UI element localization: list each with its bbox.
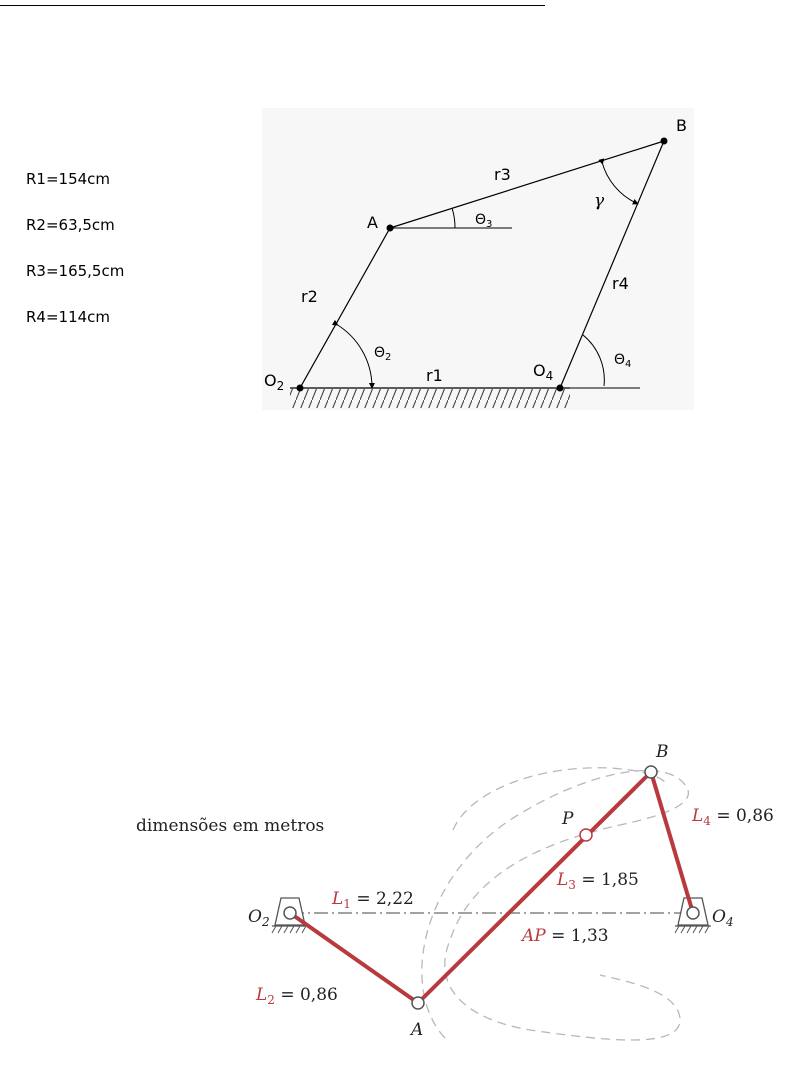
dimension-r3: R3=165,5cm: [26, 262, 125, 280]
ground: [290, 388, 570, 408]
label-o4: $O_4$: [533, 361, 554, 383]
label-l4: $L_4 = 0,86$: [692, 806, 774, 828]
label-theta4: $\Theta_4$: [614, 352, 632, 370]
dimension-r1: R1=154cm: [26, 170, 111, 188]
coupler-curve: [422, 771, 689, 1040]
label-r2: r2: [301, 287, 318, 306]
joint-a: [387, 225, 394, 232]
link-l4: [651, 772, 693, 913]
label-r1: r1: [426, 366, 443, 385]
label-theta3: $\Theta_3$: [475, 212, 493, 230]
label-o4-fig2: $O_4$: [712, 907, 734, 929]
joint-o4: [557, 385, 564, 392]
joint-a-fig2: [412, 997, 424, 1009]
label-r3: r3: [494, 165, 511, 184]
label-o2: $O_2$: [264, 371, 285, 393]
label-r4: r4: [612, 274, 629, 293]
coupler-curve-upper: [453, 768, 668, 830]
label-l3: $L_3 = 1,85$: [557, 870, 639, 892]
joint-o2: [297, 385, 304, 392]
label-b: B: [676, 116, 687, 135]
label-b-fig2: B: [656, 742, 669, 762]
dimension-r4: R4=114cm: [26, 308, 111, 326]
point-p: [580, 829, 592, 841]
caption-units: dimensões em metros: [136, 816, 325, 836]
joint-b-fig2: [645, 766, 657, 778]
joint-o4-fig2: [687, 907, 699, 919]
label-p-fig2: P: [562, 809, 574, 829]
label-o2-fig2: $O_2$: [248, 907, 270, 929]
label-l2: $L_2 = 0,86$: [256, 985, 338, 1007]
label-gamma: γ: [594, 191, 605, 211]
joint-o2-fig2: [284, 907, 296, 919]
dimension-r2: R2=63,5cm: [26, 216, 115, 234]
joint-b: [661, 138, 668, 145]
label-a: A: [367, 213, 378, 232]
label-ap: AP = 1,33: [522, 926, 609, 946]
label-theta2: $\Theta_2$: [374, 345, 392, 363]
label-a-fig2: A: [411, 1020, 424, 1040]
label-l1: $L_1 = 2,22$: [332, 889, 414, 911]
